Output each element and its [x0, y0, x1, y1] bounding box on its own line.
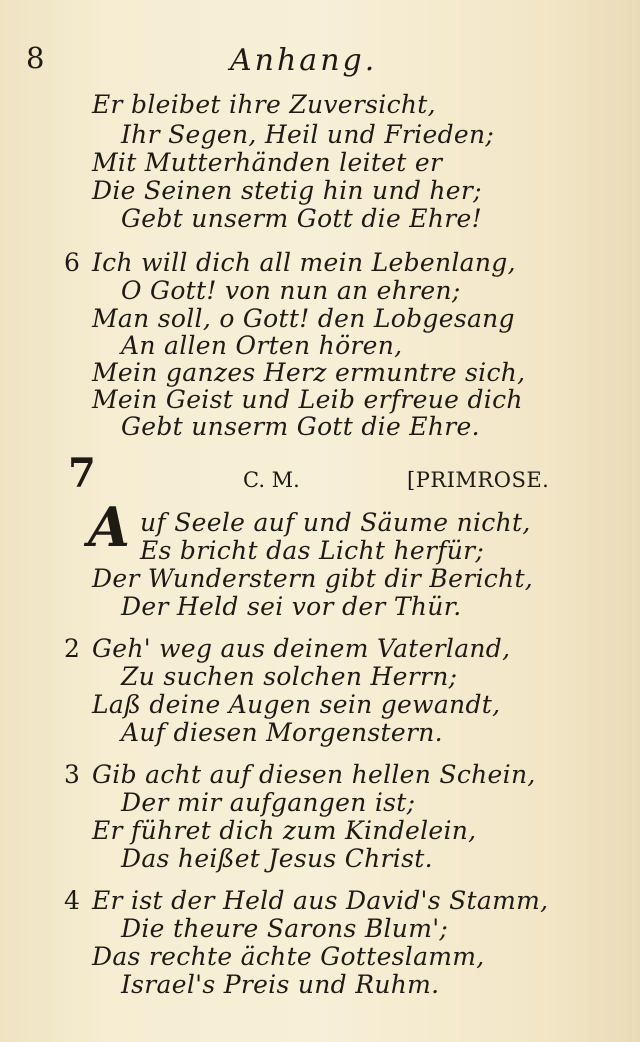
verse-line: Mit Mutterhänden leitet er — [92, 148, 443, 177]
verse-line: uf Seele auf und Säume nicht, — [140, 508, 531, 537]
verse-number: 6 — [64, 248, 80, 277]
verse-line: An allen Orten hören, — [121, 331, 403, 360]
verse-line: Die theure Sarons Blum'; — [121, 914, 449, 943]
verse-line: Gebt unserm Gott die Ehre. — [121, 412, 480, 441]
verse-line: Israel's Preis und Ruhm. — [121, 970, 440, 999]
verse-line: Zu suchen solchen Herrn; — [121, 662, 458, 691]
verse-line: Der Held sei vor der Thür. — [121, 592, 462, 621]
drop-cap: A — [88, 495, 130, 559]
verse-line: Mein ganzes Herz ermuntre sich, — [92, 358, 526, 387]
verse-line: Das heißet Jesus Christ. — [121, 844, 433, 873]
hymn-number: 7 — [68, 450, 96, 497]
verse-line: Geh' weg aus deinem Vaterland, — [92, 634, 511, 663]
verse-line: Er ist der Held aus David's Stamm, — [92, 886, 549, 915]
verse-line: Man soll, o Gott! den Lobgesang — [92, 304, 515, 333]
verse-line: Die Seinen stetig hin und her; — [92, 176, 482, 205]
verse-line: Es bricht das Licht herfür; — [140, 536, 485, 565]
verse-number: 3 — [64, 760, 80, 789]
verse-line: Ich will dich all mein Lebenlang, — [92, 248, 516, 277]
verse-line: Er bleibet ihre Zuversicht, — [92, 90, 436, 119]
verse-line: Gib acht auf diesen hellen Schein, — [92, 760, 536, 789]
verse-line: Das rechte ächte Gotteslamm, — [92, 942, 485, 971]
verse-number: 4 — [64, 886, 80, 915]
verse-line: Ihr Segen, Heil und Frieden; — [121, 120, 495, 149]
hymn-meter: C. M. — [243, 468, 300, 492]
page-number: 8 — [26, 41, 45, 75]
verse-line: Er führet dich zum Kindelein, — [92, 816, 477, 845]
verse-number: 2 — [64, 634, 80, 663]
tune-name: [PRIMROSE. — [407, 468, 550, 492]
running-head: Anhang. — [230, 43, 378, 78]
verse-line: Auf diesen Morgenstern. — [121, 718, 443, 747]
verse-line: Mein Geist und Leib erfreue dich — [92, 385, 523, 414]
verse-line: Gebt unserm Gott die Ehre! — [121, 204, 482, 233]
verse-line: O Gott! von nun an ehren; — [121, 276, 461, 305]
verse-line: Der mir aufgangen ist; — [121, 788, 416, 817]
verse-line: Der Wunderstern gibt dir Bericht, — [92, 564, 534, 593]
verse-line: Laß deine Augen sein gewandt, — [92, 690, 501, 719]
